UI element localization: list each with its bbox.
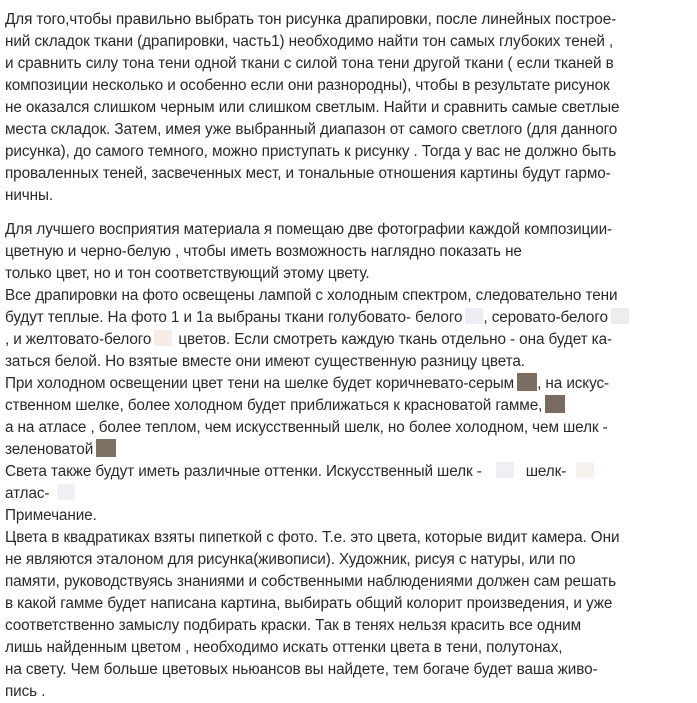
text-line: памяти, руководствуясь знаниями и собственными наблюдениями должен сам решать	[5, 573, 616, 590]
text-segment: атлас-	[5, 485, 50, 502]
text-line: ничны.	[5, 187, 54, 204]
text-line: Цвета в квадратиках взяты пипеткой с фото. Т.е. это цвета, которые видит камера. Они	[5, 529, 620, 546]
text-line	[5, 461, 693, 483]
paragraph-colors	[5, 219, 693, 703]
swatch-bluish-white	[465, 308, 483, 324]
text-segment: будут теплые. На фото 1 и 1а выбраны ткани голубовато- белого	[5, 309, 463, 326]
swatch-light-silk	[576, 462, 594, 478]
text-line: на свету. Чем больше цветовых ньюансов вы найдете, тем богаче будет ваша живо-	[5, 661, 598, 678]
text-line: не оказался слишком черным или слишком светлым. Найти и сравнить самые светлые	[5, 99, 620, 116]
text-segment: , серовато-белого	[483, 309, 608, 326]
swatch-light-artificial-silk	[496, 462, 514, 478]
text-line: рисунка), до самого темного, можно приступать к рисунку . Тогда у вас не должно быть	[5, 143, 617, 160]
text-line: не являются эталоном для рисунка(живописи). Художник, рисуя с натуры, или по	[5, 551, 576, 568]
text-line: ний складок ткани (драпировки, часть1) необходимо найти тон самых глубоких теней ,	[5, 33, 614, 50]
text-line	[5, 483, 693, 505]
text-line: Примечание.	[5, 507, 97, 524]
text-line: Все драпировки на фото освещены лампой с холодным спектром, следовательно тени	[5, 287, 618, 304]
text-segment: Света также будут иметь различные оттенки. Искусственный шелк -	[5, 463, 482, 480]
text-line	[5, 329, 693, 351]
text-line: только цвет, но и тон соответствующий этому цвету.	[5, 265, 370, 282]
text-line: цветную и черно-белую , чтобы иметь возможность наглядно показать не	[5, 243, 522, 260]
swatch-shadow-silk	[517, 373, 537, 391]
paragraph-gap	[5, 207, 693, 219]
text-line	[5, 373, 693, 395]
swatch-shadow-artificial-silk	[545, 395, 565, 413]
text-line	[5, 395, 693, 417]
text-line: места складок. Затем, имея уже выбранный диапазон от самого светлого (для данного	[5, 121, 618, 138]
text-line: пись .	[5, 683, 46, 700]
text-line: соответственно замыслу подбирать краски. Так в тенях нельзя красить все одним	[5, 617, 581, 634]
text-segment: шелк-	[525, 463, 567, 480]
text-segment: цветов. Если смотреть каждую ткань отдельно - она будет ка-	[178, 331, 612, 348]
document-page	[5, 9, 693, 703]
text-line: композиции несколько и особенно если они разнородны), чтобы в результате рисунок	[5, 77, 610, 94]
text-segment: зеленоватой	[5, 441, 94, 458]
text-segment: , и желтовато-белого	[5, 331, 152, 348]
text-segment: ственном шелке, более холодном будет приближаться к красноватой гамме,	[5, 397, 543, 414]
text-line	[5, 439, 693, 461]
paragraph-intro	[5, 9, 693, 207]
text-line: и сравнить силу тона тени одной ткани с силой тона тени другой ткани ( если тканей в	[5, 55, 614, 72]
swatch-light-satin	[57, 484, 75, 500]
text-line: проваленных теней, засвеченных мест, и тональные отношения картины будут гармо-	[5, 165, 611, 182]
text-segment: При холодном освещении цвет тени на шелке будет коричневато-серым	[5, 375, 515, 392]
text-line: Для лучшего восприятия материала я помещаю две фотографии каждой композиции-	[5, 221, 613, 238]
text-segment: , на искус-	[537, 375, 609, 392]
swatch-yellowish-white	[154, 330, 172, 346]
text-line: в какой гамме будет написана картина, выбирать общий колорит произведения, и уже	[5, 595, 613, 612]
text-line	[5, 307, 693, 329]
swatch-shadow-satin	[96, 439, 116, 457]
swatch-grayish-white	[611, 308, 629, 324]
text-line: Для того,чтобы правильно выбрать тон рисунка драпировки, после линейных построе-	[5, 11, 617, 28]
text-line: лишь найденным цветом , необходимо искать оттенки цвета в тени, полутонах,	[5, 639, 563, 656]
text-line: а на атласе , более теплом, чем искусственный шелк, но более холодном, чем шелк -	[5, 419, 608, 436]
text-line: заться белой. Но взятые вместе они имеют существенную разницу цвета.	[5, 353, 525, 370]
